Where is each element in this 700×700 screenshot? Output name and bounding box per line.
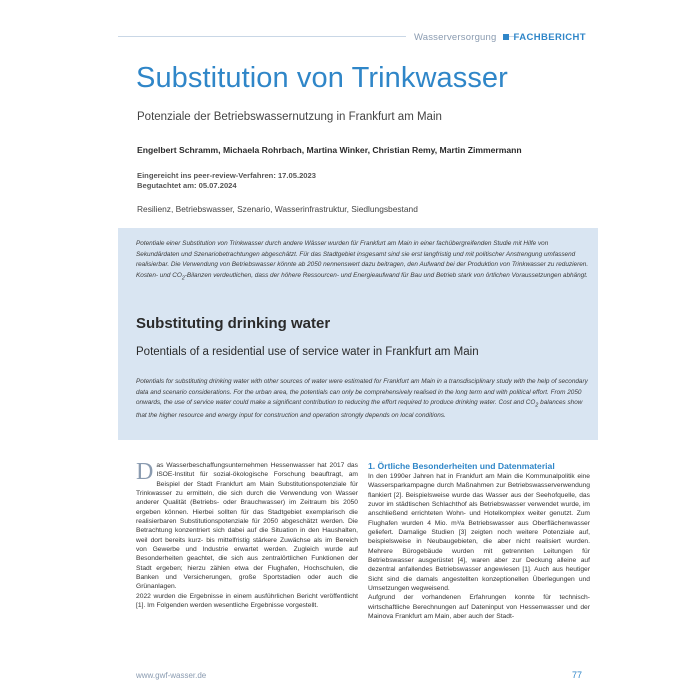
section-heading-1: 1. Örtliche Besonderheiten und Datenmaterial	[368, 461, 555, 471]
authors: Engelbert Schramm, Michaela Rohrbach, Martina Winker, Christian Remy, Martin Zimmermann	[137, 145, 522, 155]
abstract-german	[136, 239, 591, 284]
abstract-german-sub: 2	[181, 275, 185, 282]
section-1-paragraph-2: Aufgrund der vorhandenen Erfahrungen konnte für technisch-wirtschaftliche Berechnungen auf Dateninput von Hessenwasser und der Mainova Frankfurt am Main, aber auch der Stadt-	[368, 594, 590, 621]
abstract-german-text-a: Potentiale einer Substitution von Trinkwasser durch andere Wässer wurden für Frankfurt am Main in einer fachübergreifenden Studie mit Hilfe von Sekundärdaten und Szenariobetrachtungen abgeschätzt. Für das Stadtgebiet insgesamt sind sie erst langfristig und mit politischer Anstrengung umfassend realisierbar. Die Verwendung von Betriebswasser könnte ab 2050 nennenswert dazu beitragen, den Aufwand bei der Produktion von Trinkwasser zu reduzieren. Kosten- und CO	[136, 240, 589, 279]
page-number: 77	[572, 670, 583, 680]
review-dates	[137, 171, 316, 191]
body-column-right	[368, 461, 590, 622]
article-subtitle: Potenziale der Betriebswassernutzung in Frankfurt am Main	[137, 111, 442, 123]
english-title: Substituting drinking water	[136, 315, 331, 332]
intro-paragraph	[136, 461, 358, 592]
section-1-paragraph-1: In den 1990er Jahren hat in Frankfurt am Main die Kommunalpolitik eine Wassersparkampagne durch Maßnahmen zur Betriebswasserverwendung flankiert [2]. Beispielsweise wurde das Wasser aus der Seehofquelle, das zuvor im städtischen Schlachthof als Betriebswasser verwendet wurde, im anschließend errichteten Wohn- und Hotelkomplex weiter genutzt. Zum Flughafen wurden 4 Mio. m³/a Betriebswasser aus Oberflächenwasser geliefert. Damalige Studien [3] zeigten noch weitere Potenziale auf, beispielsweise in Neubaugebieten, die aber nicht realisiert wurden. Mehrere Bürogebäude wurden mit getrennten Leitungen für Betriebswasser ausgerüstet [4], waren aber zur Deckung alleine auf dezentral anfallendes Betriebswasser angewiesen [1]. Auch aus heutiger Sicht sind die damals angestellten konzeptionellen Überlegungen und Umsetzungen wegweisend.	[368, 473, 590, 593]
abstract-german-text-b: -Bilanzen verdeutlichen, dass der höhere Ressourcen- und Energieaufwand für Bau und Betrieb stark von örtlichen Voraussetzungen abhängt.	[184, 271, 588, 279]
abstract-english-text-a: Potentials for substituting drinking water with other sources of water were estimated for Frankfurt am Main in a transdisciplinary study with the help of secondary data and scenario considerations. For the urban area, the potentials can only be comprehensively realised in the long term and with political effort. From 2050 onwards, the use of service water could make a significant contribution to reducing the effort required to produce drinking water. Cost and CO	[136, 378, 588, 407]
header-article-type: FACHBERICHT	[513, 31, 586, 43]
running-header	[118, 30, 588, 44]
abstract-english	[136, 377, 591, 422]
intro-paragraph-text: as Wasserbeschaffungsunternehmen Hessenwasser hat 2017 das ISOE-Institut für sozial-ökologische Forschung beauftragt, am Beispiel der Stadt Frankfurt am Main Substitutionspotenziale für Trinkwasser zu ermitteln, die sich durch die Verwendung von Wasser anderer Qualität (Betriebs- oder Brauchwasser) im Zeitraum bis 2050 ergeben können. Hierbei sollten für das Stadtgebiet exemplarisch die realisierbaren Substitutionspotenziale für 2050 abgeschätzt werden. Die Betrachtung konzentriert sich dabei auf die Situation in den Haushalten, weil dort bereits kurz- bis mittelfristig stärkere Zuwächse als im Bereich von Gewerbe und Industrie erwartet werden. Zugleich wurde auf Besonderheiten geachtet, die sich aus zentralörtlichen Funktionen der Stadt ergeben; hierzu zählen etwa der Flughafen, Hochschulen, die Banken und Versicherungen, große Sportstadien oder auch die Grünanlagen.	[136, 462, 358, 591]
footer-url: www.gwf-wasser.de	[136, 671, 207, 680]
keywords: Resilienz, Betriebswasser, Szenario, Wasserinfrastruktur, Siedlungsbestand	[137, 204, 418, 214]
abstract-english-text-b: balances show that the higher resource and energy input for construction and operation strongly depends on local conditions.	[136, 399, 583, 420]
body-column-left	[136, 461, 358, 611]
intro-paragraph-2: 2022 wurden die Ergebnisse in einem ausführlichen Bericht veröffentlicht [1]. Im Folgenden werden wesentliche Ergebnisse vorgestellt.	[136, 592, 358, 610]
header-section: Wasserversorgung	[406, 32, 503, 43]
reviewed-date: Begutachtet am: 05.07.2024	[137, 181, 237, 190]
abstract-english-sub: 2	[535, 402, 539, 409]
header-square-marker	[503, 34, 509, 40]
drop-cap: D	[136, 459, 154, 485]
article-title: Substitution von Trinkwasser	[136, 62, 508, 94]
english-subtitle: Potentials of a residential use of service water in Frankfurt am Main	[136, 346, 479, 358]
received-date: Eingereicht ins peer-review-Verfahren: 17.05.2023	[137, 171, 316, 180]
